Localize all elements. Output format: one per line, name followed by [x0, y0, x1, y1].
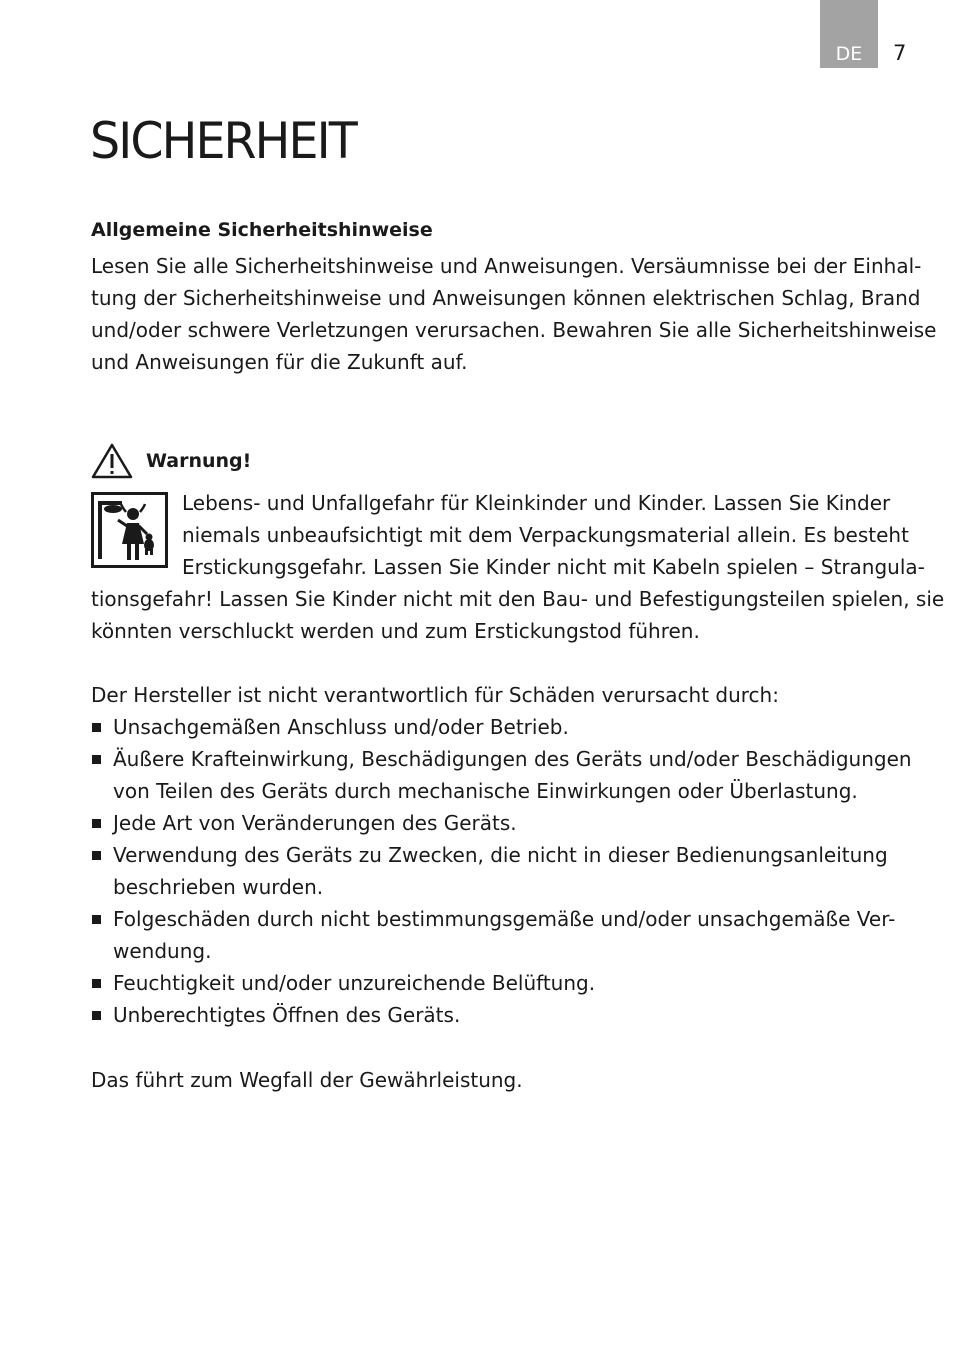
general-line: Lesen Sie alle Sicherheitshinweise und Anweisungen. Versäumnisse bei der Einhal-	[91, 254, 922, 278]
bullet-square-icon	[92, 979, 101, 988]
bullet-square-icon	[92, 819, 101, 828]
list-item: Unsachgemäßen Anschluss und/oder Betrieb.	[91, 711, 912, 743]
general-line: und/oder schwere Verletzungen verursachen. Bewahren Sie alle Sicherheitshinweise	[91, 318, 937, 342]
page-title: SICHERHEIT	[90, 112, 356, 170]
list-item: Äußere Krafteinwirkung, Beschädigungen des Geräts und/oder Beschädigungen von Teilen des Geräts durch mechanische Einwirkungen oder Überlastung.	[91, 743, 912, 807]
bullet-square-icon	[92, 755, 101, 764]
general-safety-section	[91, 214, 937, 378]
warning-line: Erstickungsgefahr. Lassen Sie Kinder nicht mit Kabeln spielen – Strangula-	[182, 555, 925, 579]
bullet-square-icon	[92, 915, 101, 924]
bullet-square-icon	[92, 851, 101, 860]
warning-heading: Warnung!	[146, 450, 252, 472]
list-item: Folgeschäden durch nicht bestimmungsgemäße und/oder unsachgemäße Ver- wendung.	[91, 903, 912, 967]
list-item: Feuchtigkeit und/oder unzureichende Belüftung.	[91, 967, 912, 999]
closing-text: Das führt zum Wegfall der Gewährleistung.	[91, 1068, 523, 1092]
language-label: DE	[835, 43, 863, 65]
bullet-square-icon	[92, 723, 101, 732]
liability-intro-text: Der Hersteller ist nicht verantwortlich für Schäden verursacht durch:	[91, 683, 779, 707]
bullet-square-icon	[92, 1011, 101, 1020]
general-line: tung der Sicherheitshinweise und Anweisungen können elektrischen Schlag, Brand	[91, 286, 921, 310]
language-tab	[820, 0, 878, 68]
list-item: Verwendung des Geräts zu Zwecken, die nicht in dieser Bedienungsanleitung beschrieben wurden.	[91, 839, 912, 903]
closing-note	[91, 1064, 921, 1096]
warning-text-continued	[91, 583, 944, 647]
warning-line: könnten verschluckt werden und zum Erstickungstod führen.	[91, 619, 700, 643]
child-with-bag-icon	[91, 492, 168, 568]
general-safety-heading: Allgemeine Sicherheitshinweise	[91, 219, 433, 241]
warning-triangle-icon	[91, 443, 133, 479]
liability-intro	[91, 679, 921, 711]
warning-line: niemals unbeaufsichtigt mit dem Verpackungsmaterial allein. Es besteht	[182, 523, 909, 547]
warning-text	[182, 487, 925, 583]
liability-list	[91, 711, 912, 1031]
warning-line: tionsgefahr! Lassen Sie Kinder nicht mit den Bau- und Befestigungsteilen spielen, sie	[91, 587, 945, 611]
list-item: Jede Art von Veränderungen des Geräts.	[91, 807, 912, 839]
list-item: Unberechtigtes Öffnen des Geräts.	[91, 999, 912, 1031]
page-number: 7	[893, 41, 907, 65]
warning-line: Lebens- und Unfallgefahr für Kleinkinder und Kinder. Lassen Sie Kinder	[182, 491, 891, 515]
general-line: und Anweisungen für die Zukunft auf.	[91, 350, 468, 374]
